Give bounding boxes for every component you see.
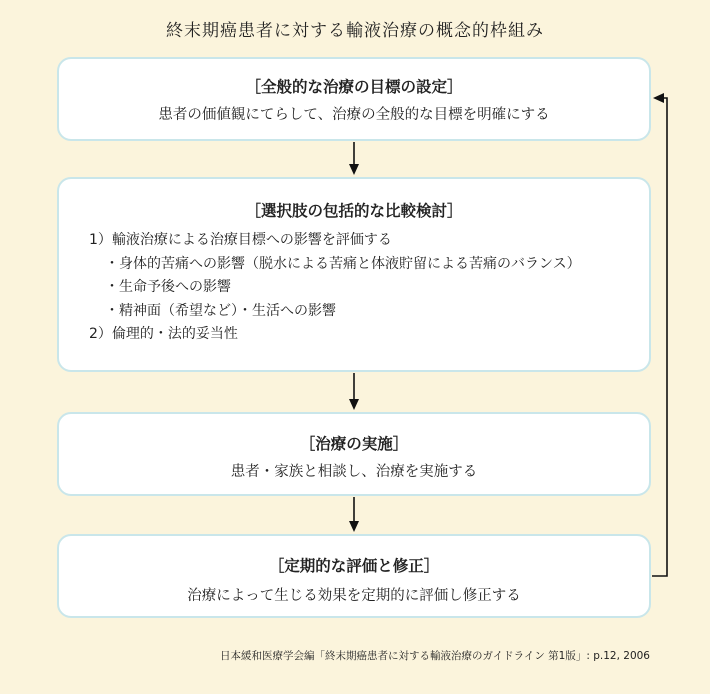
list-item: 2）倫理的・法的妥当性: [89, 326, 238, 342]
arrow-down-3: [349, 497, 359, 532]
step-goal-setting-text: 患者の価値観にてらして、治療の全般的な目標を明確にする: [158, 107, 550, 123]
diagram-title: 終末期癌患者に対する輸液治療の概念的枠組み: [166, 21, 544, 41]
step-implementation-text: 患者・家族と相談し、治療を実施する: [230, 464, 478, 480]
list-item: 1）輸液治療による治療目標への影響を評価する: [89, 232, 392, 248]
step-evaluation-text: 治療によって生じる効果を定期的に評価し修正する: [187, 588, 521, 604]
step-option-comparison-heading: ［選択肢の包括的な比較検討］: [245, 202, 463, 220]
step-evaluation-heading: ［定期的な評価と修正］: [268, 557, 440, 575]
arrow-down-1: [349, 142, 359, 175]
list-item: ・身体的苦痛への影響（脱水による苦痛と体液貯留による苦痛のバランス）: [105, 255, 581, 272]
step-implementation-heading: ［治療の実施］: [299, 435, 409, 453]
step-goal-setting-heading: ［全般的な治療の目標の設定］: [245, 78, 463, 96]
list-item: ・精神面（希望など）・生活への影響: [105, 302, 336, 319]
feedback-loop-arrow: [652, 93, 667, 576]
source-credit: 日本緩和医療学会編「終末期癌患者に対する輸液治療のガイドライン 第1版」: p.12, 2006: [219, 650, 650, 662]
list-item: ・生命予後への影響: [105, 279, 231, 295]
arrow-down-2: [349, 373, 359, 410]
